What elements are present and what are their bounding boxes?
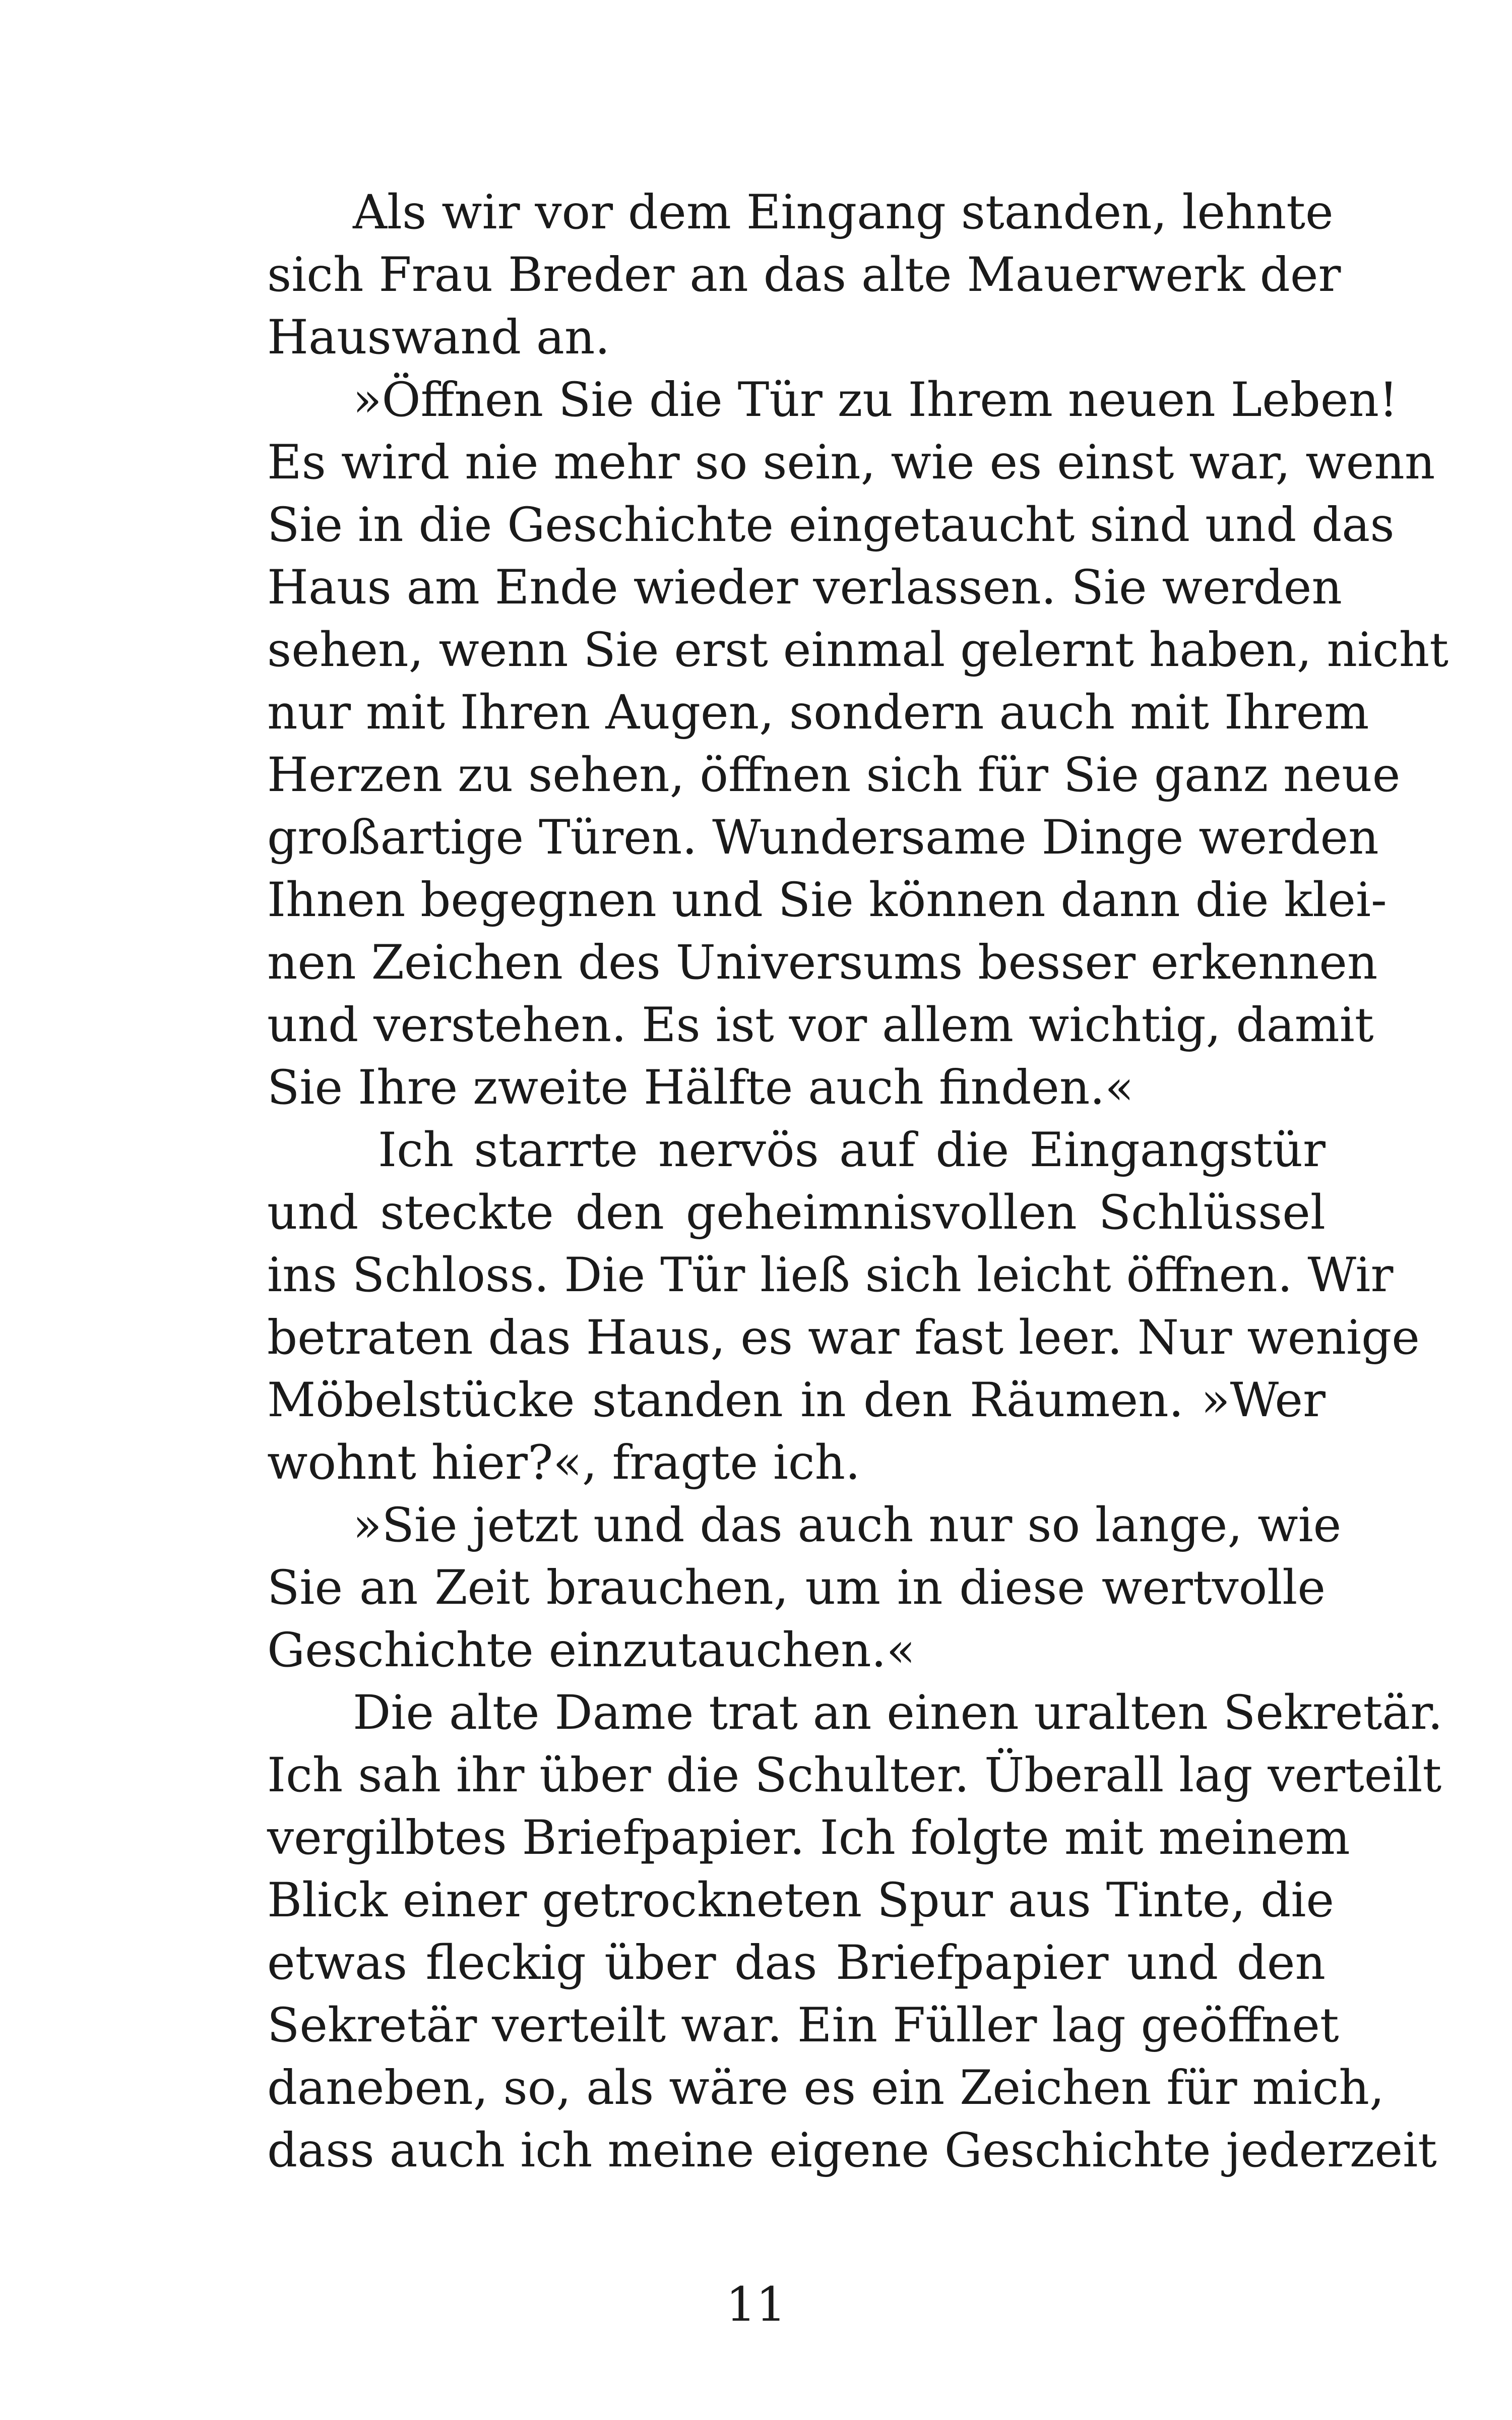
text-line: Hauswand an. [267,310,610,365]
text-line: ins Schloss. Die Tür ließ sich leicht öffnen. Wir [267,1248,1394,1303]
text-line: Sekretär verteilt war. Ein Füller lag geöffnet [267,1998,1339,2053]
text-line: Sie in die Geschichte eingetaucht sind und das [267,498,1395,553]
text-line: Herzen zu sehen, öffnen sich für Sie ganz neue [267,748,1401,803]
text-line: etwas fleckig über das Briefpapier und den [267,1935,1326,1990]
text-line: Sie Ihre zweite Hälfte auch finden.« [267,1060,1134,1115]
text-line: dass auch ich meine eigene Geschichte jederzeit [267,2123,1437,2178]
text-line: Ich starrte nervös auf die Eingangstür [378,1123,1326,1178]
text-line: Die alte Dame trat an einen uralten Sekretär. [353,1685,1443,1740]
text-line: »Sie jetzt und das auch nur so lange, wie [353,1498,1342,1553]
text-line: sehen, wenn Sie erst einmal gelernt haben, nicht [267,623,1449,678]
text-line: Als wir vor dem Eingang standen, lehnte [353,185,1334,240]
text-line: Es wird nie mehr so sein, wie es einst war, wenn [267,435,1435,490]
text-line: großartige Türen. Wundersame Dinge werden [267,810,1379,865]
text-line: Ich sah ihr über die Schulter. Überall lag verteilt [267,1748,1442,1803]
text-line: und steckte den geheimnisvollen Schlüssel [267,1185,1326,1240]
text-line: daneben, so, als wäre es ein Zeichen für mich, [267,2061,1384,2115]
text-line: Haus am Ende wieder verlassen. Sie werden [267,560,1342,615]
text-line: Möbelstücke standen in den Räumen. »Wer [267,1373,1326,1428]
text-line: »Öffnen Sie die Tür zu Ihrem neuen Leben! [353,373,1398,428]
text-line: nur mit Ihren Augen, sondern auch mit Ihrem [267,685,1369,740]
text-line: Geschichte einzutauchen.« [267,1623,916,1678]
page-number: 11 [726,2277,786,2332]
text-line: Sie an Zeit brauchen, um in diese wertvolle [267,1560,1326,1615]
text-line: Blick einer getrockneten Spur aus Tinte, die [267,1873,1335,1928]
text-line: Ihnen begegnen und Sie können dann die klei- [267,873,1387,928]
text-line: wohnt hier?«, fragte ich. [267,1435,860,1490]
text-line: vergilbtes Briefpapier. Ich folgte mit meinem [267,1810,1350,1865]
text-line: sich Frau Breder an das alte Mauerwerk der [267,248,1341,302]
text-line: betraten das Haus, es war fast leer. Nur wenige [267,1310,1420,1365]
body-text [267,182,1449,2182]
text-line: und verstehen. Es ist vor allem wichtig, damit [267,998,1374,1053]
text-line: nen Zeichen des Universums besser erkennen [267,935,1378,990]
